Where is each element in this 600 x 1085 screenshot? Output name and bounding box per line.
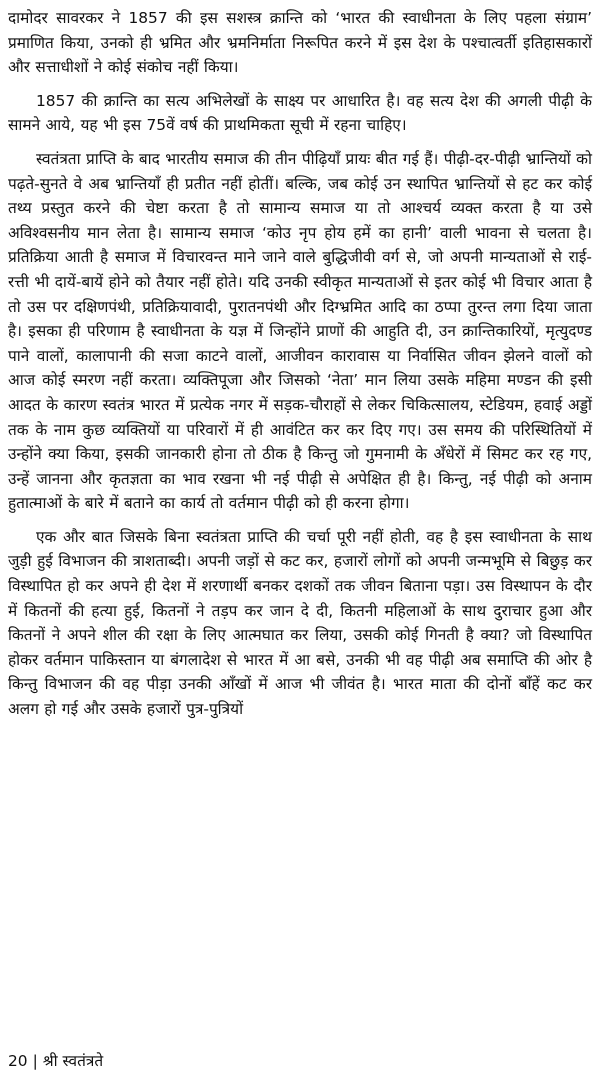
footer-separator: | (32, 1052, 38, 1070)
paragraph-1857-truth: 1857 की क्रान्ति का सत्य अभिलेखों के साक्ष्य पर आधारित है। वह सत्य देश की अगली पीढ़ी के सामने आये, यह भी इस 75वें वर्ष की प्राथमिकता सूची में रहना चाहिए। (8, 91, 592, 135)
page-number: 20 (8, 1052, 28, 1070)
page-footer (8, 1049, 103, 1073)
running-title: श्री स्वतंत्रते (42, 1052, 104, 1070)
paragraph-three-generations: स्वतंत्रता प्राप्ति के बाद भारतीय समाज की तीन पीढ़ियाँ प्रायः बीत गई हैं। पीढ़ी-दर-पीढ़ी भ्रान्तियों को पढ़ते-सुनते वे अब भ्रान्तियाँ ही प्रतीत नहीं होतीं। बल्कि, जब कोई उन स्थापित भ्रान्तियों से हट कर कोई तथ्य प्रस्तुत करने की चेष्टा करता है तो सामान्य समाज या तो आश्चर्य व्यक्त करता है या उसे अविश्वसनीय मान लेता है। सामान्य समाज ‘कोउ नृप होय हमें का हानी’ वाली भावना से चलता है। प्रतिक्रिया आती है समाज में विचारवन्त माने जाने वाले बुद्धिजीवी वर्ग से, जो अपनी मान्यताओं से राई-रत्ती भी दायें-बायें होने को तैयार नहीं होते। यदि उनकी स्वीकृत मान्यताओं से इतर कोई भी विचार आता है तो उस पर दक्षिणपंथी, प्रतिक्रियावादी, पुरातनपंथी और दिग्भ्रमित आदि का ठप्पा तुरन्त लगा दिया जाता है। इसका ही परिणाम है स्वाधीनता के यज्ञ में जिन्होंने प्राणों की आहुति दी, उन क्रान्तिकारियों, मृत्युदण्ड पाने वालों, कालापानी की सजा काटने वालों, आजीवन कारावास या निर्वासित जीवन झेलने वालों को आज कोई स्मरण नहीं करता। व्यक्तिपूजा और जिसको ‘नेता’ मान लिया उसके महिमा मण्डन की इसी आदत के कारण स्वतंत्र भारत में प्रत्येक नगर में सड़क-चौराहों से लेकर चिकित्सालय, स्टेडियम, हवाई अड्डों तक के नाम कुछ व्यक्तियों या परिवारों में ही आवंटित कर कर दिए गए। उस समय की परिस्थितियों में उन्होंने क्या किया, इसकी जानकारी होना तो ठीक है किन्तु जो गुमनामी के अँधेरों में सिमट कर रह गए, उन्हें जानना और कृतज्ञता का भाव रखना भी नई पीढ़ी से अपेक्षित ही है। किन्तु, नई पीढ़ी को अनाम हुतात्माओं के बारे में बताने का कार्य तो वर्तमान पीढ़ी को ही करना होगा। (8, 149, 592, 513)
paragraph-savarkar: दामोदर सावरकर ने 1857 की इस सशस्त्र क्रान्ति को ‘भारत की स्वाधीनता के लिए पहला संग्राम’ प्रमाणित किया, उनको ही भ्रमित और भ्रमनिर्माता निरूपित करने में इस देश के पश्चात्वर्ती इतिहासकारों और सत्ताधीशों ने कोई संकोच नहीं किया। (8, 9, 592, 77)
paragraph-partition: एक और बात जिसके बिना स्वतंत्रता प्राप्ति की चर्चा पूरी नहीं होती, वह है इस स्वाधीनता के साथ जुड़ी हुई विभाजन की त्राशताब्दी। अपनी जड़ों से कट कर, हजारों लोगों को अपनी जन्मभूमि से बिछुड़ कर विस्थापित हो कर अपने ही देश में शरणार्थी बनकर दशकों तक जीवन बिताना पड़ा। उस विस्थापन के दौर में कितनों की हत्या हुई, कितनों ने तड़प कर जान दे दी, कितनी महिलाओं के साथ दुराचार हुआ और कितनों ने अपने शील की रक्षा के लिए आत्मघात कर लिया, उसकी कोई गिनती है क्या? जो विस्थापित होकर वर्तमान पाकिस्तान या बंगलादेश से भारत में आ बसे, उनकी भी वह पीढ़ी अब समाप्ति की ओर है किन्तु विभाजन की वह पीड़ा उनकी आँखों में आज भी जीवंत है। भारत माता की दोनों बाँहें कट कर अलग हो गई और उसके हजारों पुत्र-पुत्रियों (8, 527, 592, 719)
